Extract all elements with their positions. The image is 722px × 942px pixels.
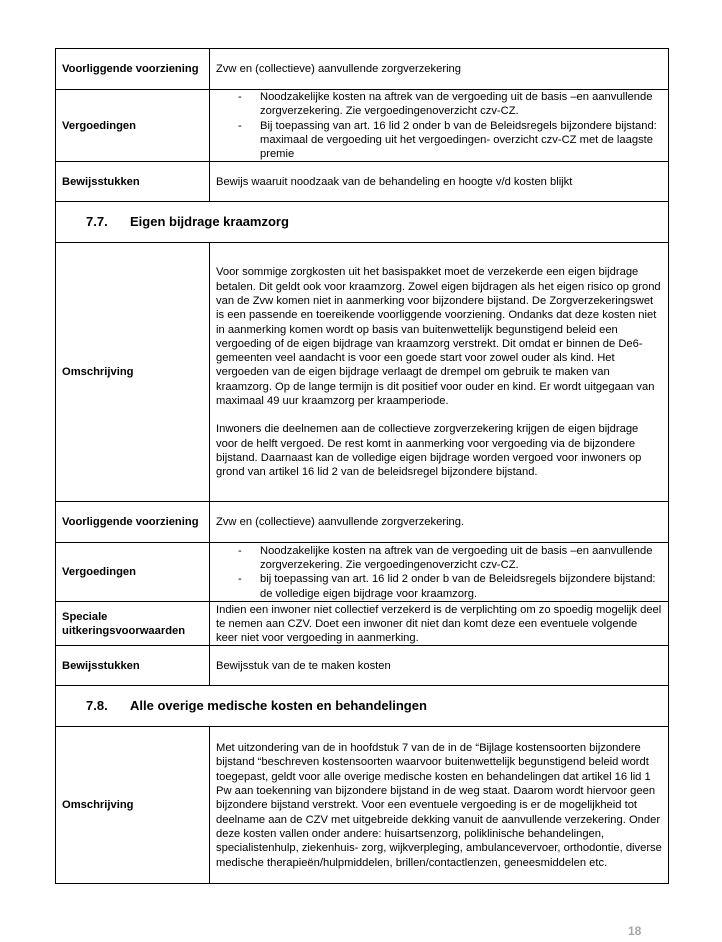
row-value: Bewijsstuk van de te maken kosten — [210, 646, 669, 686]
table-row — [56, 243, 669, 502]
row-value — [210, 543, 669, 602]
list-item: - bij toepassing van art. 16 lid 2 onder b van de Beleidsregels bijzondere bijstand: de volledige eigen bijdrage voor kraamzorg. — [216, 572, 662, 601]
section-heading-row — [56, 202, 669, 243]
table-row — [56, 49, 669, 90]
row-value: Zvw en (collectieve) aanvullende zorgverzekering — [210, 49, 669, 90]
page-number: 18 — [628, 924, 642, 938]
table-row — [56, 90, 669, 162]
row-label: Vergoedingen — [56, 90, 210, 162]
table-row — [56, 162, 669, 202]
row-label: Voorliggende voorziening — [56, 49, 210, 90]
list-item: - Noodzakelijke kosten na aftrek van de vergoeding uit de basis –en aanvullende zorgverzekering. Zie vergoedingenoverzicht czv-CZ. — [216, 544, 662, 573]
row-label: Speciale uitkeringsvoorwaarden — [56, 602, 210, 646]
row-value: Zvw en (collectieve) aanvullende zorgverzekering. — [210, 502, 669, 543]
section-title: Alle overige medische kosten en behandelingen — [130, 698, 427, 714]
dash-list — [216, 90, 662, 161]
paragraph: Inwoners die deelnemen aan de collectieve zorgverzekering krijgen de eigen bijdrage voor de helft vergoed. De rest komt in aanmerking voor vergoeding via de bijzondere bijstand. Daarnaast kan de volledige eigen bijdrage worden vergoed voor inwoners op grond van artikel 16 lid 2 van de beleidsregel bijzondere bijstand. — [216, 423, 642, 479]
row-label: Voorliggende voorziening — [56, 502, 210, 543]
section-heading — [56, 686, 669, 727]
row-value: Bewijs waaruit noodzaak van de behandeling en hoogte v/d kosten blijkt — [210, 162, 669, 202]
row-label: Omschrijving — [56, 727, 210, 884]
section-number: 7.7. — [86, 214, 108, 230]
dash-list — [216, 544, 662, 601]
row-value: Indien een inwoner niet collectief verzekerd is de verplichting om zo spoedig mogelijk deel te nemen aan CZV. Doet een inwoner dit niet dan komt deze een eventuele volgende keer niet voor vergoeding in aanmerking. — [210, 602, 669, 646]
table-row — [56, 502, 669, 543]
row-value — [210, 243, 669, 502]
table-row — [56, 602, 669, 646]
row-label: Bewijsstukken — [56, 162, 210, 202]
list-item: - Bij toepassing van art. 16 lid 2 onder b van de Beleidsregels bijzondere bijstand: maximaal de vergoeding uit het vergoedingen- overzicht czv-CZ met de laagste premie — [216, 119, 662, 162]
row-label: Omschrijving — [56, 243, 210, 502]
list-item: - Noodzakelijke kosten na aftrek van de vergoeding uit de basis –en aanvullende zorgverzekering. Zie vergoedingenoverzicht czv-CZ. — [216, 90, 662, 119]
table-row — [56, 543, 669, 602]
row-label: Bewijsstukken — [56, 646, 210, 686]
row-label: Vergoedingen — [56, 543, 210, 602]
section-heading — [56, 202, 669, 243]
policy-table — [55, 48, 669, 884]
section-number: 7.8. — [86, 698, 108, 714]
table-row — [56, 646, 669, 686]
paragraph: Voor sommige zorgkosten uit het basispakket moet de verzekerde een eigen bijdrage betalen. Dit geldt ook voor kraamzorg. Zowel eigen bijdragen als het eigen risico op grond van de Zvw komen niet in aanmerking voor bijzondere bijstand. De Zorgverzekeringswet is een passende en toereikende voorliggende voorziening. Ondanks dat deze kosten niet in aanmerking komen wordt op basis van buitenwettelijk begunstigend beleid een vergoeding of de eigen bijdrage van kraamzorg verstrekt. Dit omdat er binnen de De6-gemeenten veel aandacht is voor een goede start voor zowel ouder als kind. Het vergoeden van de eigen bijdrage verlaagt de drempel om gebruik te maken van kraamzorg. Op de lange termijn is dit positief voor ouder en kind. Er wordt uitgegaan van maximaal 49 uur kraamzorg per kraamperiode. — [216, 266, 661, 408]
table-row — [56, 727, 669, 884]
row-value — [210, 90, 669, 162]
row-value: Met uitzondering van de in hoofdstuk 7 van de in de “Bijlage kostensoorten bijzondere bijstand “beschreven kostensoorten waarvoor buitenwettelijk begunstigend beleid wordt toegepast, geldt voor alle overige medische kosten en behandelingen dat artikel 16 lid 1 Pw aan toekenning van bijzondere bijstand in de weg staat. Daarom wordt hiervoor geen bijzondere bijstand verstrekt. Voor een eventuele vergoeding is er de mogelijkheid tot deelname aan de CZV met uitgebreide dekking vanuit de aanvullende verzekering. Onder deze kosten vallen onder andere: huisartsenzorg, poliklinische behandelingen, specialistenhulp, ziekenhuis- zorg, wijkverpleging, ambulancevervoer, orthodontie, diverse medische therapieën/hulpmiddelen, brillen/contactlenzen, geneesmiddelen etc. — [210, 727, 669, 884]
section-heading-row — [56, 686, 669, 727]
section-title: Eigen bijdrage kraamzorg — [130, 214, 289, 230]
